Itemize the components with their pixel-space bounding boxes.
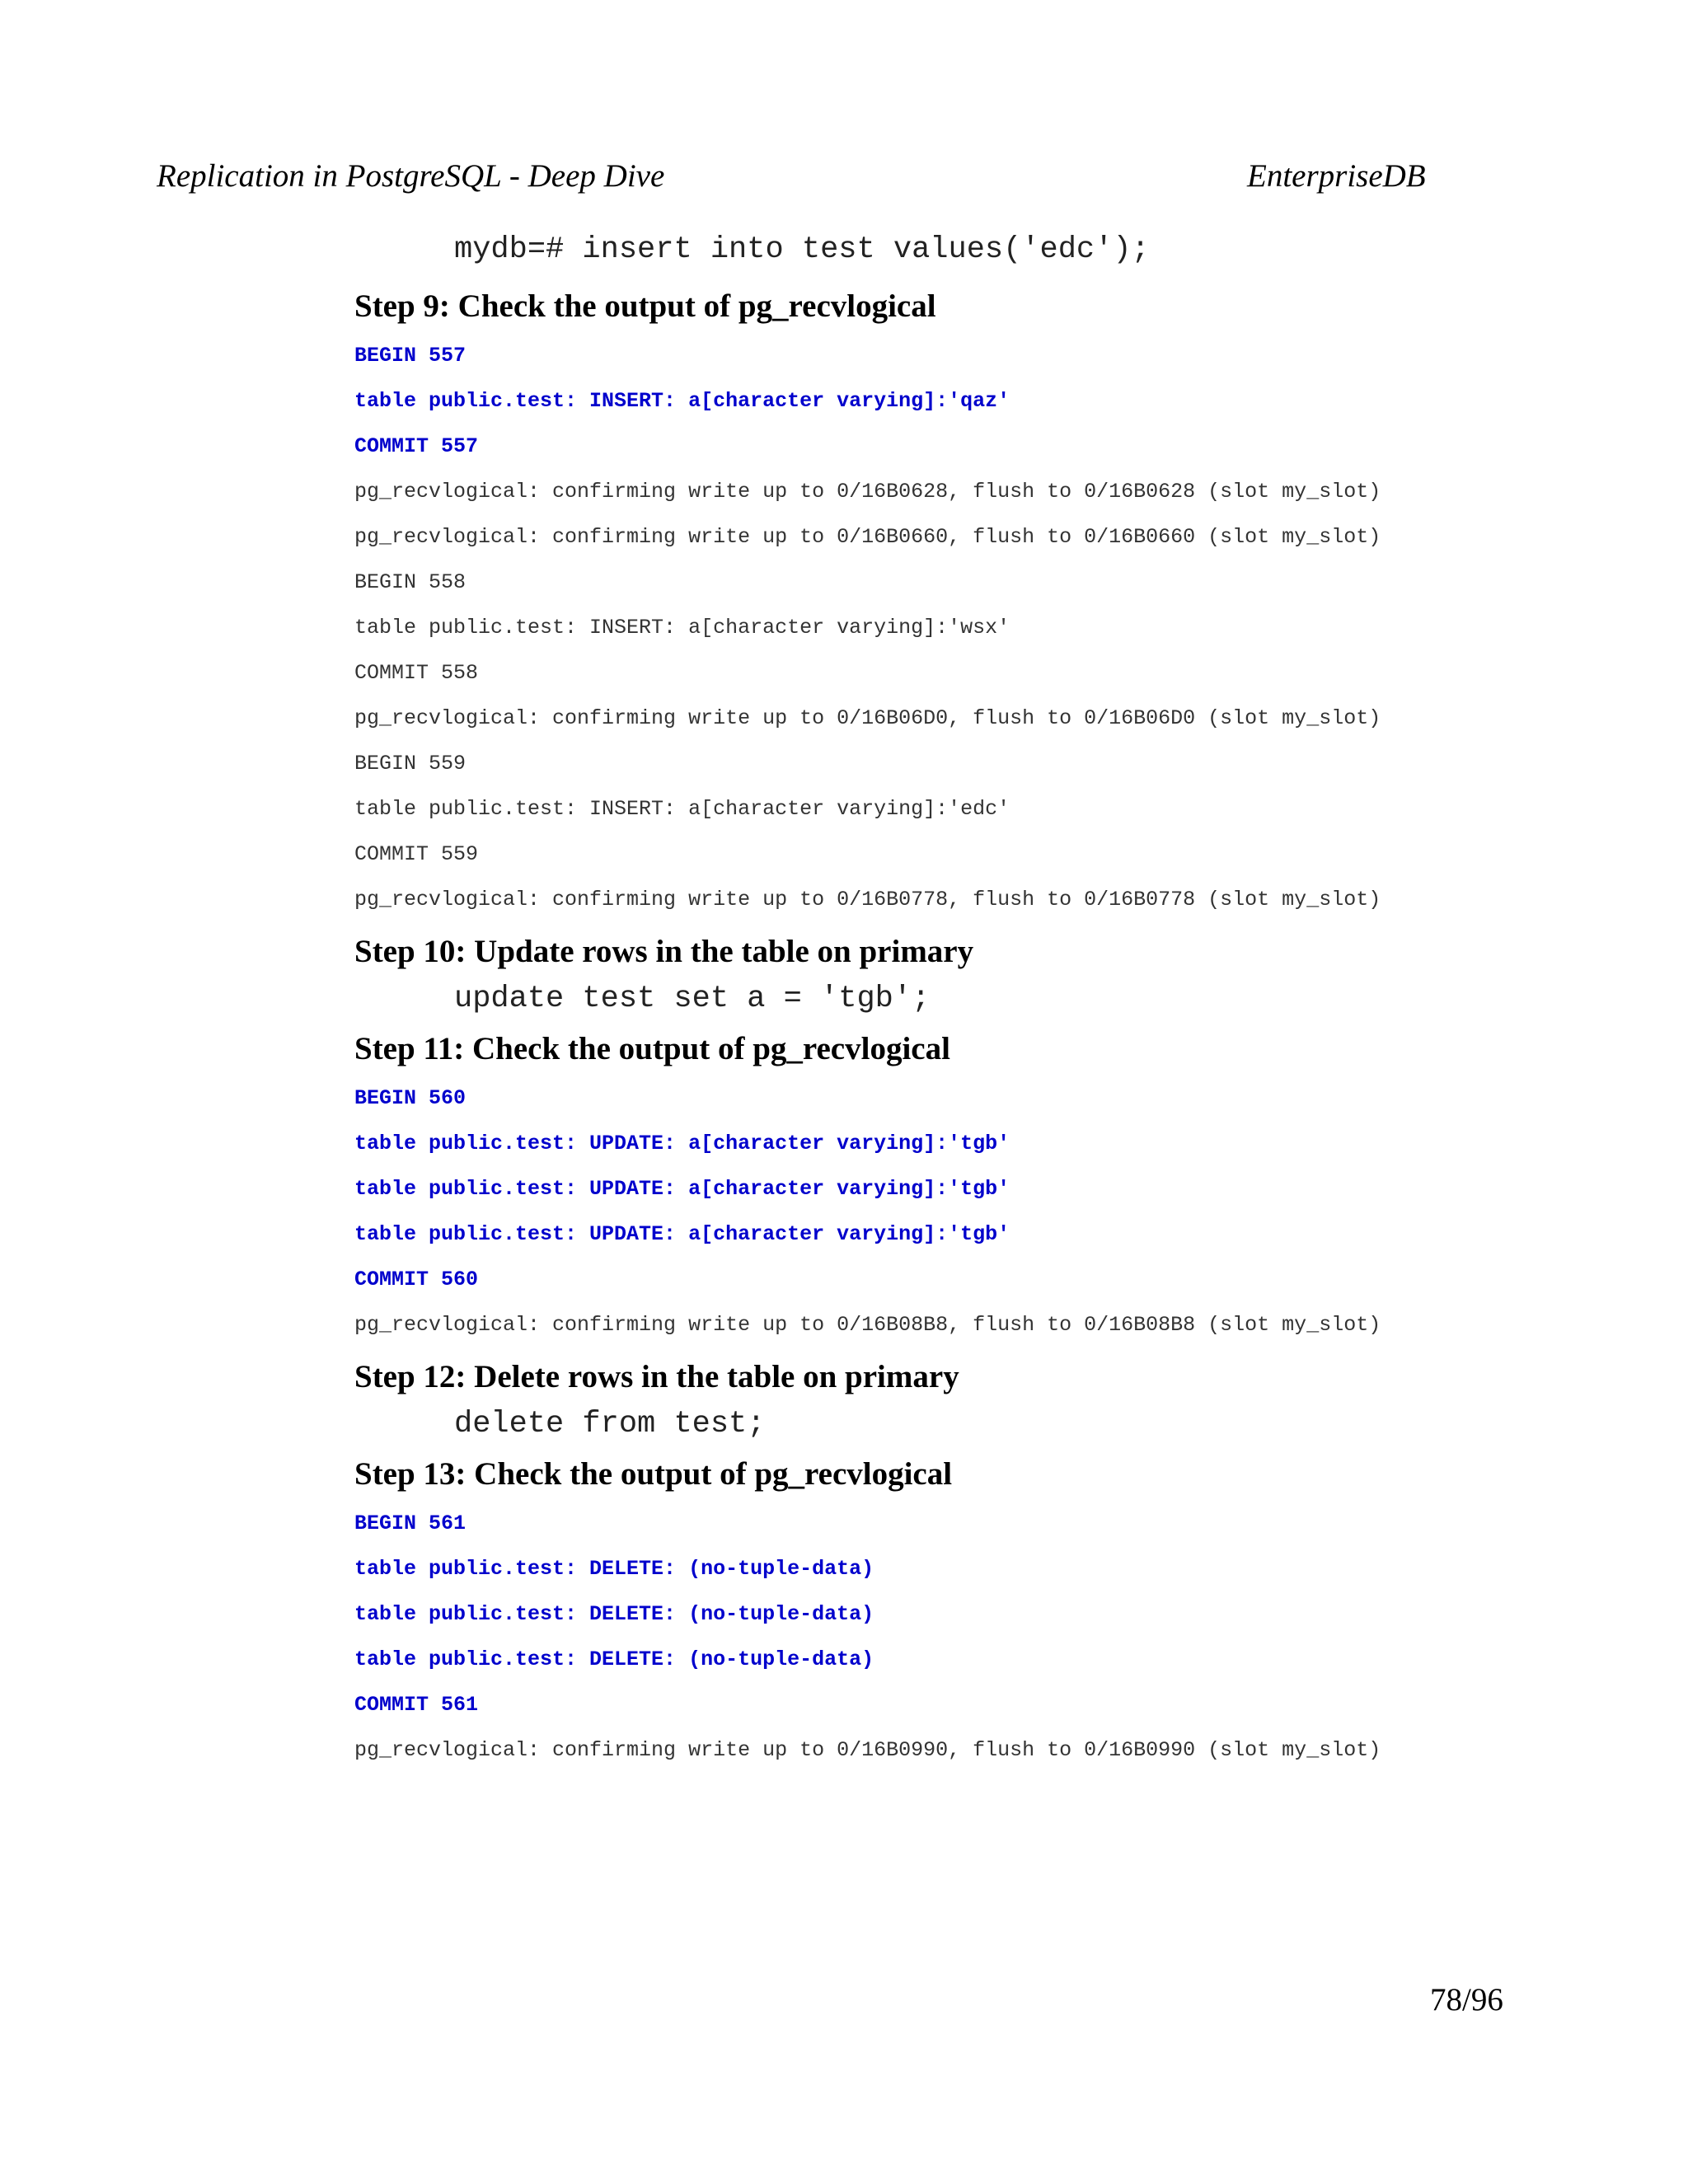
output-line: COMMIT 560: [354, 1268, 479, 1291]
step-11-heading: Step 11: Check the output of pg_recvlogical: [354, 1031, 950, 1066]
output-line: table public.test: DELETE: (no-tuple-data): [354, 1602, 874, 1626]
page-content: [354, 229, 1508, 1773]
output-line: BEGIN 561: [354, 1511, 467, 1535]
step-13-heading: Step 13: Check the output of pg_recvlogical: [354, 1456, 953, 1492]
output-line: pg_recvlogical: confirming write up to 0/16B06D0, flush to 0/16B06D0 (slot my_slot): [354, 706, 1381, 730]
output-line: table public.test: DELETE: (no-tuple-data): [354, 1647, 874, 1671]
step-13-output: [354, 1501, 1508, 1773]
step-11-output: [354, 1076, 1508, 1347]
document-title: Replication in PostgreSQL - Deep Dive: [157, 158, 665, 194]
output-line: pg_recvlogical: confirming write up to 0/16B08B8, flush to 0/16B08B8 (slot my_slot): [354, 1313, 1381, 1337]
output-line: table public.test: UPDATE: a[character varying]:'tgb': [354, 1177, 1010, 1201]
output-line: pg_recvlogical: confirming write up to 0/16B0778, flush to 0/16B0778 (slot my_slot): [354, 888, 1381, 912]
output-line: BEGIN 559: [354, 752, 467, 776]
company-name: EnterpriseDB: [1247, 158, 1426, 194]
step-9-output: [354, 333, 1508, 922]
output-line: pg_recvlogical: confirming write up to 0/16B0990, flush to 0/16B0990 (slot my_slot): [354, 1738, 1381, 1762]
output-line: BEGIN 560: [354, 1086, 467, 1110]
step-10-heading: Step 10: Update rows in the table on primary: [354, 934, 974, 969]
output-line: BEGIN 557: [354, 344, 467, 368]
command-delete: delete from test;: [454, 1407, 766, 1441]
output-line: table public.test: UPDATE: a[character varying]:'tgb': [354, 1132, 1010, 1155]
output-line: table public.test: UPDATE: a[character varying]:'tgb': [354, 1222, 1010, 1246]
output-line: COMMIT 557: [354, 434, 479, 458]
output-line: BEGIN 558: [354, 570, 467, 594]
page-number: 78/96: [1430, 1982, 1503, 2018]
output-line: pg_recvlogical: confirming write up to 0/16B0660, flush to 0/16B0660 (slot my_slot): [354, 525, 1381, 549]
output-line: table public.test: DELETE: (no-tuple-data): [354, 1557, 874, 1581]
output-line: table public.test: INSERT: a[character varying]:'edc': [354, 797, 1010, 821]
output-line: table public.test: INSERT: a[character varying]:'qaz': [354, 389, 1010, 413]
step-9-heading: Step 9: Check the output of pg_recvlogical: [354, 288, 936, 324]
output-line: pg_recvlogical: confirming write up to 0/16B0628, flush to 0/16B0628 (slot my_slot): [354, 480, 1381, 504]
step-12-heading: Step 12: Delete rows in the table on primary: [354, 1359, 959, 1394]
command-insert-edc: mydb=# insert into test values('edc');: [454, 232, 1150, 267]
output-line: COMMIT 559: [354, 842, 479, 866]
output-line: COMMIT 558: [354, 661, 479, 685]
output-line: COMMIT 561: [354, 1693, 479, 1717]
output-line: table public.test: INSERT: a[character varying]:'wsx': [354, 616, 1010, 640]
command-update: update test set a = 'tgb';: [454, 982, 931, 1016]
